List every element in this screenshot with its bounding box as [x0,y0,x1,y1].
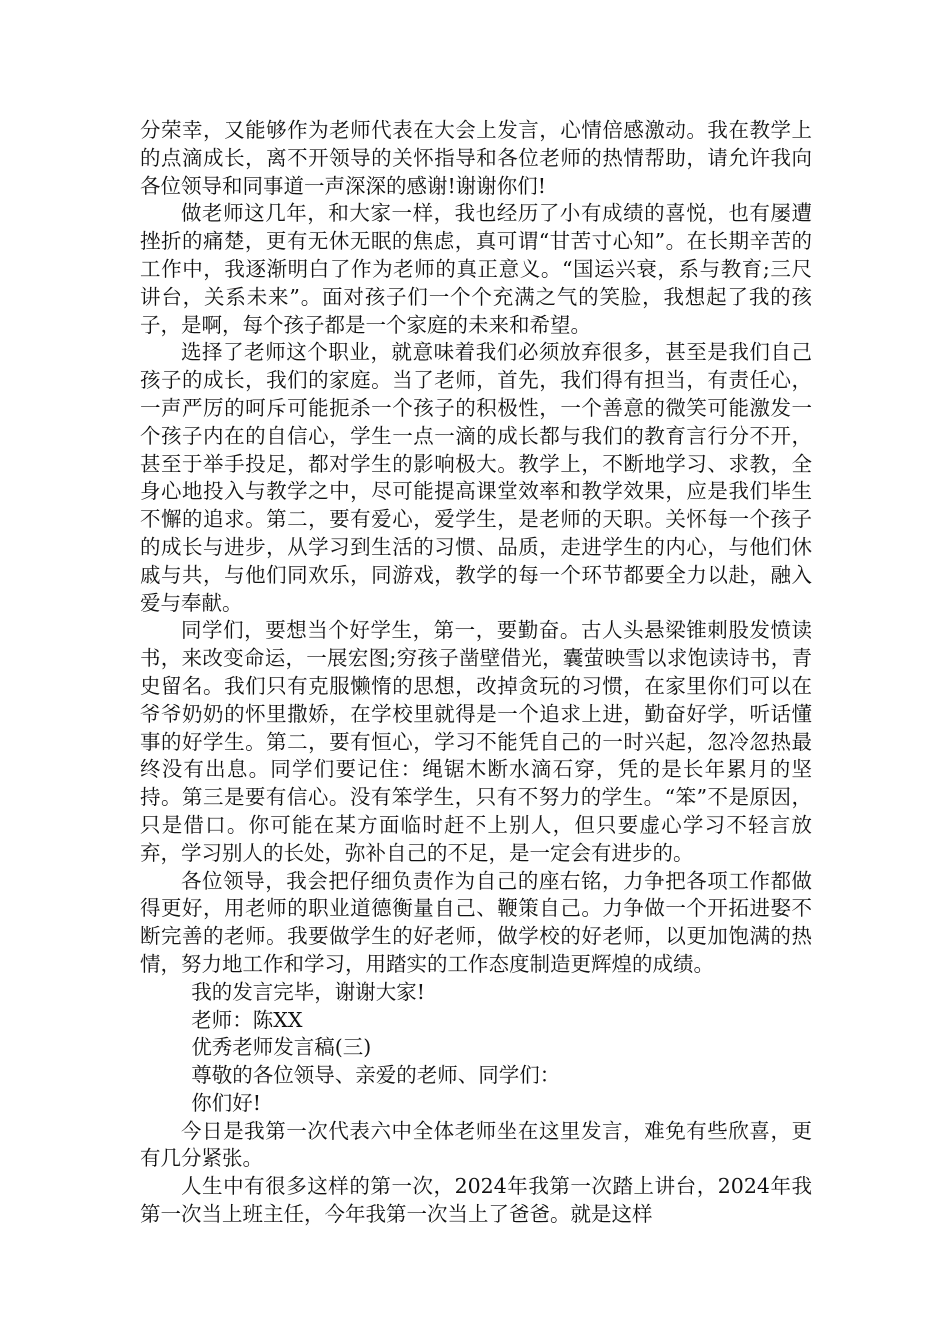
salutation: 尊敬的各位领导、亲爱的老师、同学们： [191,1063,561,1088]
paragraph-6: 今日是我第一次代表六中全体老师坐在这里发言，难免有些欣喜，更有几分紧张。 [140,1118,812,1171]
paragraph-1: 分荣幸，又能够作为老师代表在大会上发言，心情倍感激动。我在教学上的点滴成长，离不开领导的关怀指导和各位老师的热情帮助，请允许我向各位领导和同事道一声深深的感谢!谢谢你们! [140,118,812,198]
section-title: 优秀老师发言稿(三) [191,1035,372,1060]
paragraph-2: 做老师这几年，和大家一样，我也经历了小有成绩的喜悦，也有屡遭挫折的痛楚，更有无休无眠的焦虑，真可谓“甘苦寸心知”。在长期辛苦的工作中，我逐渐明白了作为老师的真正意义。“国运兴衰，系与教育;三尺讲台，关系未来”。面对孩子们一个个充满之气的笑脸，我想起了我的孩子，是啊，每个孩子都是一个家庭的未来和希望。 [140,201,812,337]
signature-line: 老师：陈XX [191,1007,303,1032]
paragraph-5: 各位领导，我会把仔细负责作为自己的座右铭，力争把各项工作都做得更好，用老师的职业道德衡量自己、鞭策自己。力争做一个开拓进娶不断完善的老师。我要做学生的好老师，做学校的好老师，以更加饱满的热情，努力地工作和学习，用踏实的工作态度制造更辉煌的成绩。 [140,868,812,976]
closing-line: 我的发言完毕，谢谢大家! [191,979,425,1004]
paragraph-3: 选择了老师这个职业，就意味着我们必须放弃很多，甚至是我们自己孩子的成长，我们的家庭。当了老师，首先，我们得有担当，有责任心，一声严厉的呵斥可能扼杀一个孩子的积极性，一个善意的微笑可能激发一个孩子内在的自信心，学生一点一滴的成长都与我们的教育言行分不开，甚至于举手投足，都对学生的影响极大。教学上，不断地学习、求教，全身心地投入与教学之中，尽可能提高课堂效率和教学效果，应是我们毕生不懈的追求。第二，要有爱心，爱学生，是老师的天职。关怀每一个孩子的成长与进步，从学习到生活的习惯、品质，走进学生的内心，与他们休戚与共，与他们同欢乐，同游戏，教学的每一个环节都要全力以赴，融入爱与奉献。 [140,340,812,615]
paragraph-4: 同学们，要想当个好学生，第一，要勤奋。古人头悬梁锥刺股发愤读书，来改变命运，一展宏图;穷孩子凿壁借光，囊萤映雪以求饱读诗书，青史留名。我们只有克服懒惰的思想，改掉贪玩的习惯，在家里你们可以在爷爷奶奶的怀里撒娇，在学校里就得是一个追求上进，勤奋好学，听话懂事的好学生。第二，要有恒心，学习不能凭自己的一时兴起，忽冷忽热最终没有出息。同学们要记住：绳锯木断水滴石穿，凭的是长年累月的坚持。第三是要有信心。没有笨学生，只有不努力的学生。“笨”不是原因，只是借口。你可能在某方面临时赶不上别人，但只要虚心学习不轻言放弃，学习别人的长处，弥补自己的不足，是一定会有进步的。 [140,618,812,865]
document-page [140,117,812,1229]
paragraph-7: 人生中有很多这样的第一次，2024年我第一次踏上讲台，2024年我第一次当上班主任，今年我第一次当上了爸爸。就是这样 [140,1174,812,1227]
greeting: 你们好! [191,1090,261,1115]
